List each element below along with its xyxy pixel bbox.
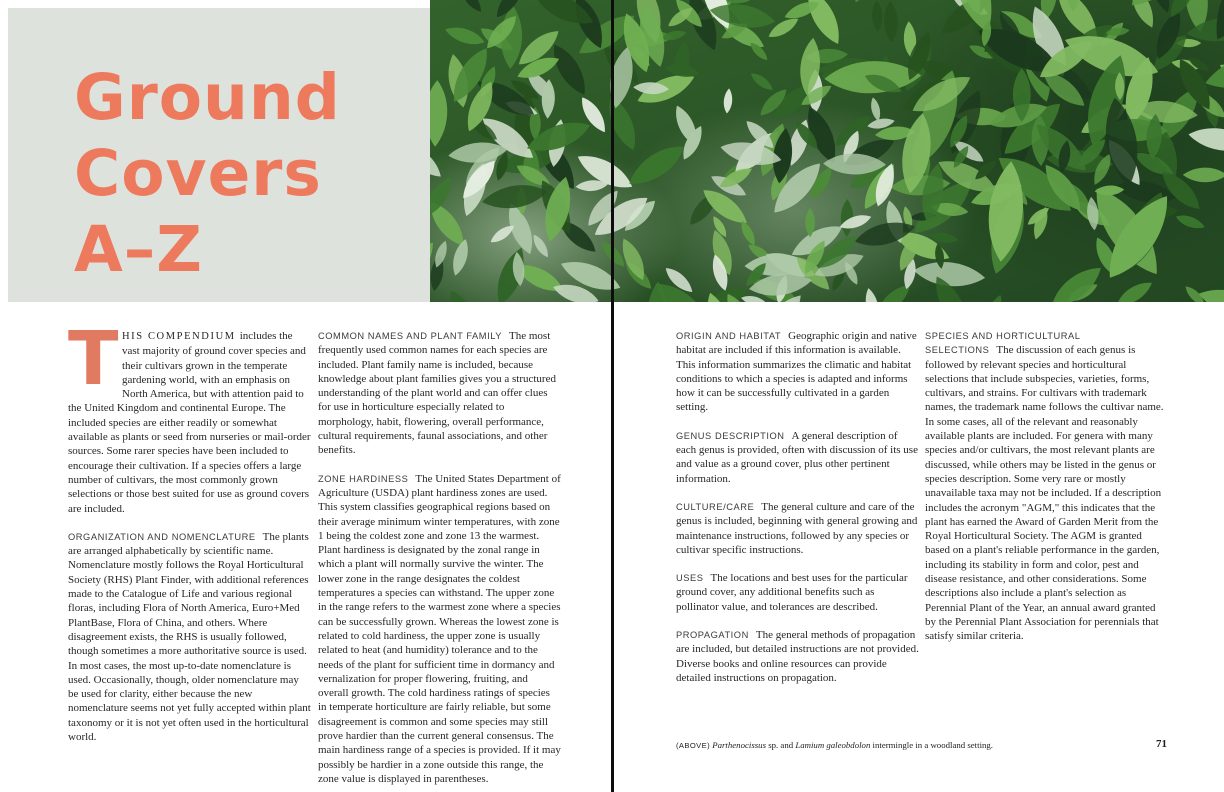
paragraph-text: The United States Department of Agriculture (USDA) plant hardiness zones are used. This system classifies geographical regions based on their average minimum winter temperatures, with zone 1 being the coldest zone and zone 13 the warmest. Plant hardiness is designated by the zonal range in which a plant will normally survive the winter. The lower zone in the range designates the coldest temperatures a species can withstand. The upper zone in the range refers to the warmest zone where a species can be successfully grown. Whereas the lowest zone is related to cold hardiness, the upper zone is usually related to heat (and humidity) tolerance and to the needs of the plant for sufficient time in dormancy and vernalization for proper flowering, fruiting, and overall growth. The cold hardiness ratings of species in temperate horticulture are fairly reliable, but some disagreement is common and some species may still prove hardier than the current general consensus. The main hardiness range of a species is provided. If it may possibly be hardier in a zone outside this range, the zone value is displayed in parentheses. [318, 472, 561, 785]
photo-caption [676, 740, 1096, 751]
paragraph-text: includes the vast majority of ground cover species and their cultivars grown in the temperate gardening world, with an emphasis on North America, but with attention paid to the United Kingdom and continental Europe. The included species are either readily or somewhat available as plants or seed from nurseries or mail-order sources. Some rarer species have been included to encourage their cultivation. If a species offers a large number of cultivars, the most commonly grown selections or those best suited for use as ground covers are included. [68, 330, 311, 515]
title-line-2: Covers [74, 137, 322, 210]
text-column-3 [676, 329, 919, 685]
section-header: ORIGIN AND HABITAT [676, 331, 782, 341]
paragraph-text: The locations and best uses for the particular ground cover, any additional benefits such as pollinator value, and tolerances are described. [676, 572, 908, 613]
section-header: SPECIES AND HORTICULTURAL SELECTIONS [925, 331, 1081, 356]
section-paragraph [676, 571, 919, 614]
text-column-2 [318, 329, 561, 786]
title-line-3: A–Z [74, 213, 203, 286]
paragraph-text: The discussion of each genus is followed by relevant species and horticultural selections that include subspecies, varieties, forms, cultivars, and strains. For cultivars with trademark names, the trademark name follows the cultivar name. In some cases, all of the relevant and reasonably available plants are included. For genera with many species and/or cultivars, the most relevant plants are discussed, while others may be listed in the genus or species description. Some very rare or mostly unavailable taxa may not be included. If a description includes the acronym "AGM," this indicates that the plant has earned the Award of Garden Merit from the Royal Horticultural Society. The AGM is granted based on a plant's reliable performance in the garden, including its stability in form and color, pest and disease resistance, and other considerations. Some descriptions also include a plant's selection as Perennial Plant of the Year, an annual award granted by the Perennial Plant Association for perennials that satisfy similar criteria. [925, 344, 1164, 643]
title-line-1: Ground [74, 61, 341, 134]
section-paragraph [676, 628, 919, 685]
section-header: CULTURE/CARE [676, 501, 755, 512]
page-gutter-line [611, 0, 614, 792]
paragraph-text: The general culture and care of the genus is included, beginning with general growing and maintenance instructions, followed by any species or cultivar specific instructions. [676, 500, 918, 556]
section-header: COMMON NAMES AND PLANT FAMILY [318, 331, 503, 341]
section-paragraph [676, 500, 919, 557]
section-header: ORGANIZATION AND NOMENCLATURE [68, 531, 256, 542]
page-number: 71 [1156, 738, 1167, 750]
section-header: PROPAGATION [676, 630, 749, 641]
intro-paragraph [68, 316, 311, 516]
chapter-title-block [8, 8, 430, 302]
section-paragraph [925, 329, 1167, 644]
section-paragraph [318, 472, 561, 787]
foliage-illustration [430, 0, 1224, 302]
section-header: ZONE HARDINESS [318, 473, 409, 484]
paragraph-text: The plants are arranged alphabetically by scientific name. Nomenclature mostly follows the Royal Horticultural Society (RHS) Plant Finder, with additional references made to the Catalogue of Life and various regional floras, including Flora of North America, Euro+Med PlantBase, Flora of China, and others. Where disagreement exists, the RHS is usually followed, though sometimes a more authoritative source is used. In most cases, the most up-to-date nomenclature is used. Occasionally, though, older nomenclature may be used for clarity, either because the new nomenclature seems not yet fully accepted within plant taxonomy or it is not yet often used in the horticultural world. [68, 530, 311, 744]
section-header: GENUS DESCRIPTION [676, 430, 785, 441]
text-column-1 [68, 316, 311, 744]
caption-text: Parthenocissus sp. and Lamium galeobdolon intermingle in a woodland setting. [712, 740, 994, 750]
dropcap-T: T [68, 316, 119, 402]
section-paragraph [68, 530, 311, 744]
section-header: USES [676, 573, 704, 584]
section-paragraph [318, 329, 561, 458]
paragraph-text: The general methods of propagation are included, but detailed instructions are not provided. Diverse books and online resources can provide detailed instructions on propagation. [676, 629, 919, 684]
chapter-title [74, 60, 341, 288]
smallcaps-lead: HIS COMPENDIUM [122, 331, 236, 342]
paragraph-text: Geographic origin and native habitat are included if this information is available. This information summarizes the climatic and habitat conditions to which a species is adapted and informs how it can be successfully cultivated in a garden setting. [676, 330, 917, 414]
paragraph-text: The most frequently used common names for each species are included. Plant family name is included, because knowledge about plant families gives you a structured understanding of the plant world and can offer clues for use in horticulture especially related to morphology, habit, flowering, overall performance, cultural requirements, faunal associations, and other benefits. [318, 330, 556, 457]
section-paragraph [676, 429, 919, 486]
section-paragraph [676, 329, 919, 415]
caption-label: (ABOVE) [676, 741, 711, 750]
foliage-photo [430, 0, 1224, 302]
text-column-4 [925, 329, 1167, 644]
paragraph-text: A general description of each genus is provided, often with discussion of its use and value as a ground cover, plus other pertinent information. [676, 429, 918, 485]
